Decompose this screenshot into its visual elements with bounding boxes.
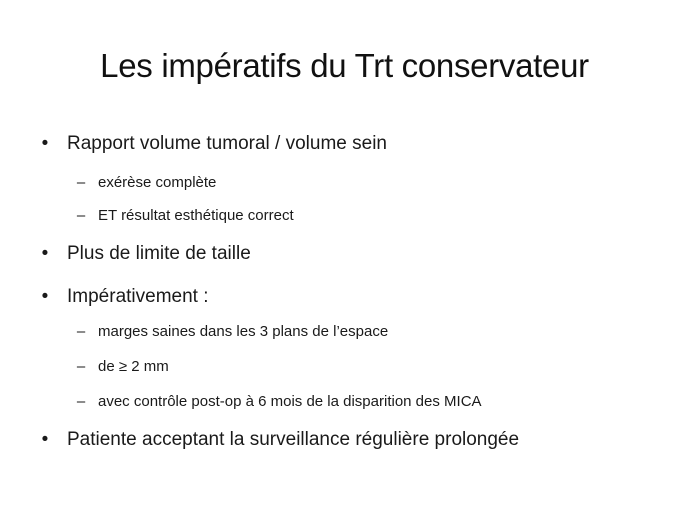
sub-bullet-text: ET résultat esthétique correct [98,207,294,224]
dash-icon: – [76,393,86,410]
bullet-icon: • [41,133,49,154]
dash-icon: – [76,174,86,191]
sub-bullet-text: exérèse complète [98,174,217,191]
bullet-icon: • [41,243,49,264]
sub-bullet-text: de ≥ 2 mm [98,358,169,375]
bullet-icon: • [41,286,49,307]
sub-bullet-text: marges saines dans les 3 plans de l’espace [98,323,389,340]
bullet-text: Rapport volume tumoral / volume sein [67,133,387,154]
bullet-text: Impérativement : [67,286,209,307]
bullet-text: Patiente acceptant la surveillance régulière prolongée [67,429,520,450]
bullet-text: Plus de limite de taille [67,243,251,264]
dash-icon: – [76,207,86,224]
dash-icon: – [76,323,86,340]
sub-bullet-text: avec contrôle post-op à 6 mois de la disparition des MICA [98,393,482,410]
dash-icon: – [76,358,86,375]
slide-title: Les impératifs du Trt conservateur [100,47,589,84]
bullet-icon: • [41,429,49,450]
